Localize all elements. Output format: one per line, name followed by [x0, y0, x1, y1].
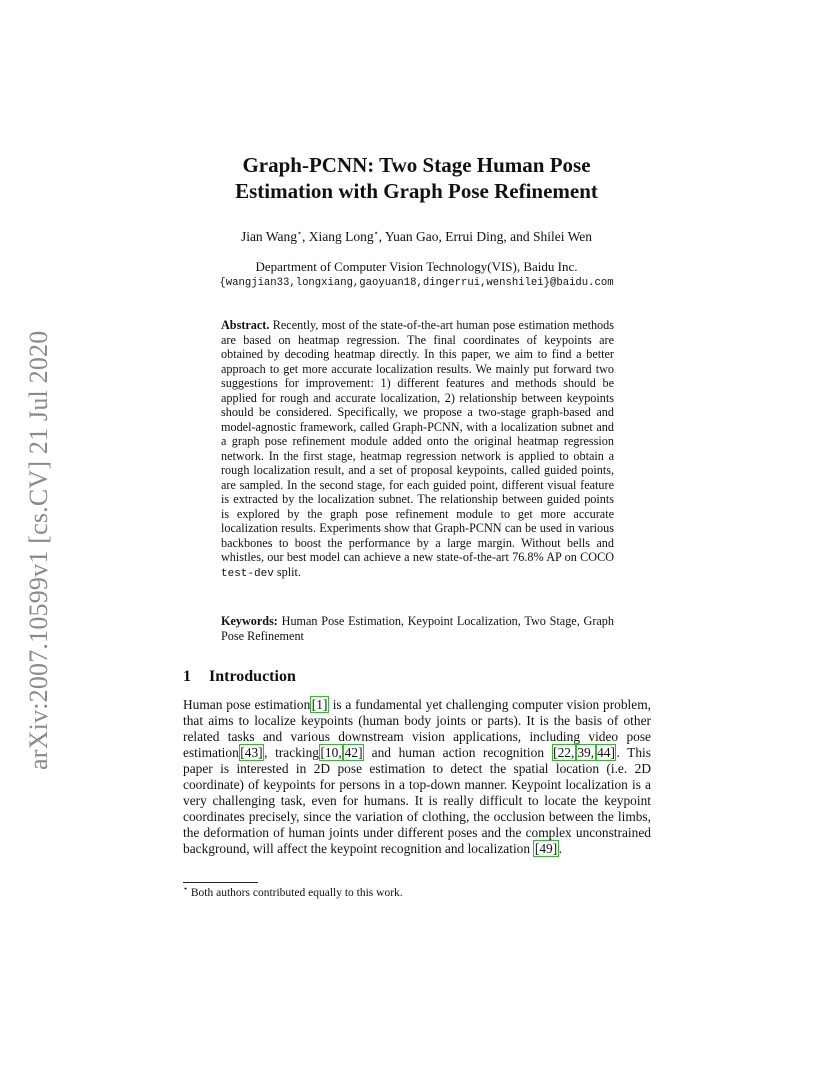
author-name: Jian Wang	[240, 229, 297, 244]
citation-link[interactable]: 42]	[344, 745, 363, 760]
citation-link[interactable]: [1]	[311, 697, 328, 712]
citation-link[interactable]: [22,	[553, 745, 575, 760]
author-separator: , and	[503, 229, 533, 244]
footnote-rule	[183, 882, 258, 883]
author-separator: ,	[301, 229, 309, 244]
affiliation: Department of Computer Vision Technology(VIS), Baidu Inc.	[255, 259, 578, 274]
author-separator: ,	[378, 229, 385, 244]
title-line-2: Estimation with Graph Pose Refinement	[235, 179, 598, 203]
author-name: Xiang Long	[308, 229, 374, 244]
citation-link[interactable]: 44]	[597, 745, 615, 760]
author-emails: {wangjian33,longxiang,gaoyuan18,dingerrui,wenshilei}@baidu.com	[219, 277, 614, 289]
author-list	[160, 228, 673, 246]
title-line-1: Graph-PCNN: Two Stage Human Pose	[242, 153, 591, 177]
equal-contribution-star: ⋆	[296, 228, 302, 238]
paper-title	[160, 152, 673, 204]
intro-text: and human action recognition	[364, 745, 552, 760]
keywords-label: Keywords:	[221, 614, 278, 628]
abstract-code: test-dev	[221, 567, 274, 580]
section-title: Introduction	[209, 668, 296, 685]
intro-text: is a fundamental yet challenging computer vision problem, that aims to localize keypoints (human body joints or parts). It is the basis of other related tasks and various downstream vision applications, including video pose estimation	[183, 697, 651, 760]
intro-text: Human pose estimation	[183, 697, 311, 712]
author-name: Yuan Gao	[384, 229, 439, 244]
keywords-text: Human Pose Estimation, Keypoint Localization, Two Stage, Graph Pose Refinement	[221, 614, 614, 643]
equal-contribution-star: ⋆	[373, 228, 379, 238]
abstract-text-end: split.	[273, 564, 301, 579]
footnote-star: ⋆	[183, 884, 189, 894]
intro-text: . This paper is interested in 2D pose estimation to detect the spatial location (i.e. 2D coordinate) of keypoints for persons in a top-down manner. Keypoint localization is a very challenging task, even for humans. It is really difficult to locate the keypoint coordinates precisely, since the variation of clothing, the occlusion between the limbs, the deformation of human joints under different poses and the complex unconstrained background, will affect the keypoint recognition and localization	[183, 745, 651, 856]
author-name: Shilei Wen	[533, 229, 593, 244]
citation-link[interactable]: [49]	[534, 841, 558, 856]
arxiv-identifier: arXiv:2007.10599v1 [cs.CV] 21 Jul 2020	[24, 330, 53, 770]
footnote	[183, 885, 403, 901]
citation-link[interactable]: [43]	[240, 745, 263, 760]
section-number: 1	[183, 668, 191, 685]
footnote-text: Both authors contributed equally to this work.	[188, 887, 403, 899]
section-heading	[183, 666, 296, 688]
intro-text: , tracking	[264, 745, 319, 760]
keywords	[221, 614, 614, 643]
abstract-text: Recently, most of the state-of-the-art human pose estimation methods are based on heatmap regression. The final coordinates of keypoints are obtained by decoding heatmap directly. In this paper, we aim to find a better approach to get more accurate localization results. We mainly put forward two suggestions for improvement: 1) different features and methods should be applied for rough and accurate localization, 2) relationship between keypoints should be considered. Specifically, we propose a two-stage graph-based and model-agnostic framework, called Graph-PCNN, with a localization subnet and a graph pose refinement module added onto the original heatmap regression network. In the first stage, heatmap regression network is applied to obtain a rough localization result, and a set of proposal keypoints, called guided points, are sampled. In the second stage, for each guided point, different visual feature is extracted by the localization subnet. The relationship between guided points is explored by the graph pose refinement module to get more accurate localization results. Experiments show that Graph-PCNN can be used in various backbones to boost the performance by a large margin. Without bells and whistles, our best model can achieve a new state-of-the-art 76.8% AP on COCO	[221, 318, 614, 564]
introduction-paragraph	[183, 697, 651, 857]
citation-link[interactable]: 39,	[577, 745, 595, 760]
abstract-label: Abstract.	[221, 318, 270, 332]
author-separator: ,	[438, 229, 446, 244]
intro-text: .	[558, 841, 563, 856]
abstract	[221, 318, 614, 581]
author-name: Errui Ding	[445, 229, 504, 244]
citation-link[interactable]: [10,	[320, 745, 342, 760]
